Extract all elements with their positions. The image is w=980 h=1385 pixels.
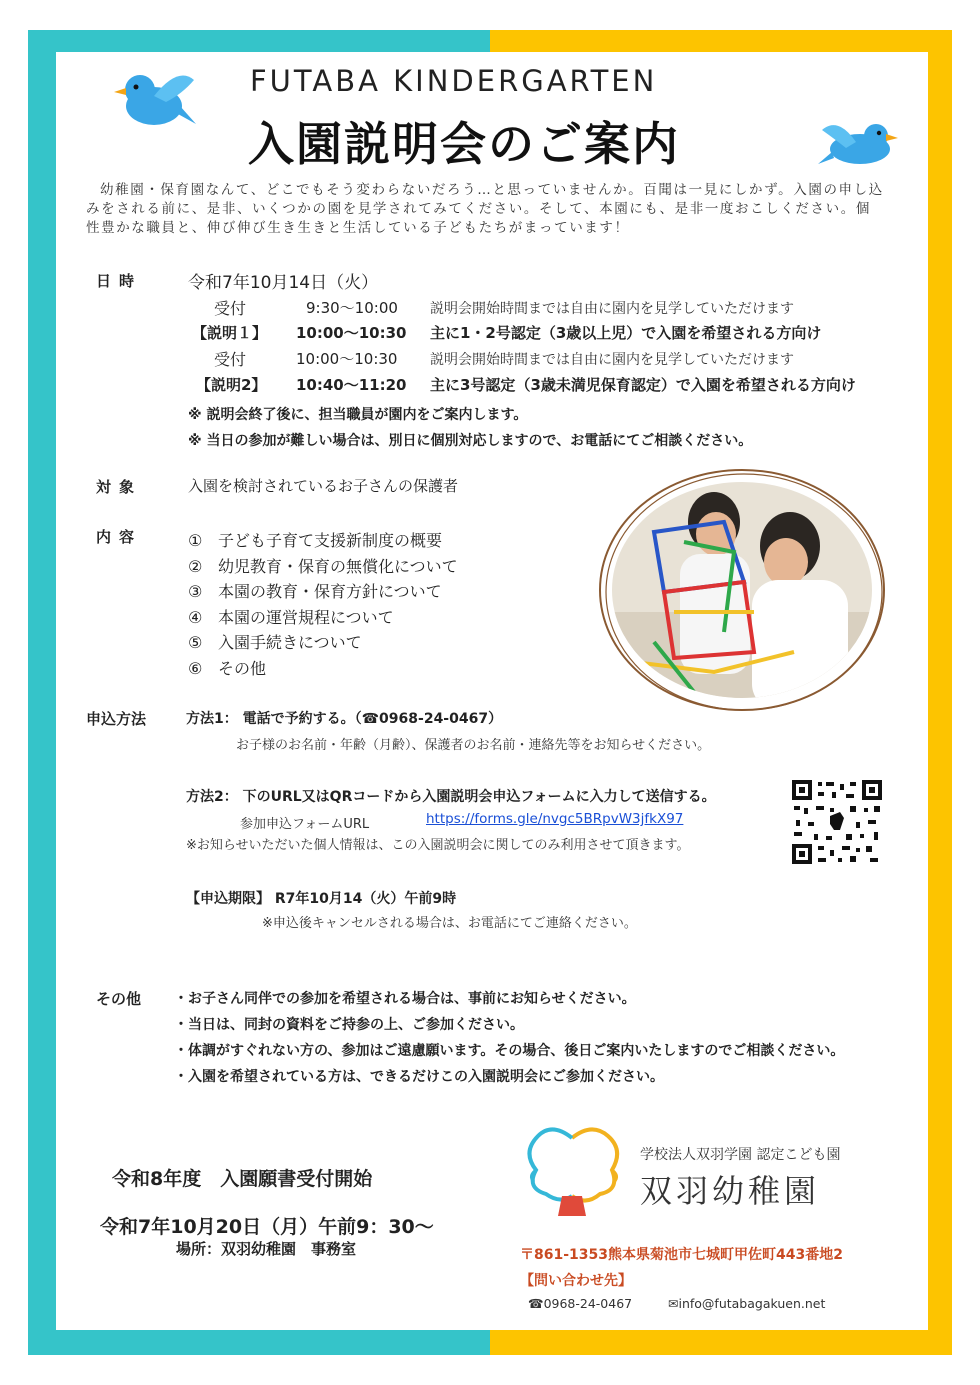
school-email[interactable]: ✉info@futabagakuen.net [668,1296,826,1311]
contents-item-number: ⑤ [188,633,203,652]
schedule-note-1: ※ 説明会終了後に、担当職員が園内をご案内します。 [188,407,528,423]
contents-item [188,528,458,554]
inquiry-label: 【問い合わせ先】 [520,1273,632,1289]
contents-item-text: その他 [218,658,267,678]
school-address: 〒861-1353熊本県菊池市七城町甲佐町443番地2 [520,1247,843,1263]
schedule-row-4-time: 10:40〜11:20 [296,376,407,394]
contents-list [188,528,458,681]
other-item-3: ・体調がすぐれない方の、参加はご遠慮願います。その場合、後日ご案内いたしますのでご相談ください。 [174,1043,845,1059]
apply-deadline: 【申込期限】 R7年10月14（火）午前9時 [186,891,457,907]
brand-title: FUTABA KINDERGARTEN [250,64,658,98]
school-phone: ☎0968-24-0467 [528,1296,633,1311]
contents-item-text: 幼児教育・保育の無償化について [218,556,458,576]
schedule-row-1-time: 9:30〜10:00 [306,299,398,317]
schedule-row-1-head: 受付 [214,299,247,318]
schedule-note-2: ※ 当日の参加が難しい場合は、別日に個別対応しますので、お電話にてご相談ください。 [188,433,753,449]
form-url-link[interactable]: https://forms.gle/nvgc5BRpvW3jfkX97 [426,811,684,827]
contents-item [188,605,458,631]
target-label: 対象 [96,478,143,496]
contents-item [188,630,458,656]
school-logo-icon [522,1124,626,1220]
intro-paragraph: 幼稚園・保育園なんて、どこでもそう変わらないだろう…と思っていませんか。百聞は一見にしかず。入園の申し込みをされる前に、是非、いくつかの園を見学されてみてください。そして、本園にも、是非一度おこしください。個性豊かな職員と、伸び伸び生き生きと生活している子どもたちがまっています！ [86,182,884,236]
contents-label: 内容 [96,528,143,546]
bird-icon-left [108,66,198,132]
contents-item-text: 子ども子育て支援新制度の概要 [218,531,443,550]
apply-method-1-note: お子様のお名前・年齢（月齢）、保護者のお名前・連絡先等をお知らせください。 [236,738,711,753]
application-start-heading: 令和8年度 入園願書受付開始 [112,1168,373,1190]
schedule-row-3-time: 10:00〜10:30 [296,350,398,368]
schedule-row-3-head: 受付 [214,350,247,369]
apply-label: 申込方法 [86,710,147,728]
bird-icon-right [816,118,906,168]
schedule-row-3-desc: 説明会開始時間までは自由に園内を見学していただけます [430,352,794,368]
qr-code[interactable] [790,778,884,866]
apply-method-2: 方法2： 下のURL又はQRコードから入園説明会申込フォームに入力して送信する。 [186,789,716,805]
school-org: 学校法人双羽学園 認定こども園 [640,1147,841,1163]
schedule-label: 日時 [96,272,143,290]
other-item-1: ・お子さん同伴での参加を希望される場合は、事前にお知らせください。 [174,991,636,1007]
schedule-row-4-desc: 主に3号認定（3歳未満児保育認定）で入園を希望される方向け [430,376,856,394]
schedule-row-1-desc: 説明会開始時間までは自由に園内を見学していただけます [430,301,794,317]
contents-item [188,579,458,605]
schedule-row-4-head: 【説明2】 [196,376,267,394]
contents-item [188,656,458,682]
schedule-row-2-desc: 主に1・2号認定（3歳以上児）で入園を希望される方向け [430,324,822,342]
contents-item-number: ② [188,556,203,576]
contents-item [188,554,458,580]
application-start-datetime: 令和7年10月20日（月）午前9：30〜 [100,1216,434,1238]
school-name: 双羽幼稚園 [640,1172,821,1210]
other-label: その他 [96,990,142,1008]
schedule-row-2-time: 10:00〜10:30 [296,324,407,342]
apply-method-1: 方法1： 電話で予約する。（☎0968-24-0467） [186,711,503,727]
contents-item-number: ① [188,531,203,550]
application-start-place: 場所：双羽幼稚園 事務室 [176,1240,357,1258]
contents-item-text: 本園の教育・保育方針について [218,582,442,601]
form-url-label: 参加申込フォームURL [240,817,370,832]
schedule-row-2-head: 【説明１】 [192,324,268,342]
children-photo [594,462,890,718]
other-item-2: ・当日は、同封の資料をご持参の上、ご参加ください。 [174,1017,524,1033]
target-text: 入園を検討されているお子さんの保護者 [188,477,459,495]
other-item-4: ・入園を希望されている方は、できるだけこの入園説明会にご参加ください。 [174,1069,664,1085]
contents-item-number: ⑥ [188,658,203,678]
page-title: 入園説明会のご案内 [248,117,680,171]
contents-item-number: ③ [188,582,203,601]
contents-item-text: 本園の運営規程について [218,607,394,627]
schedule-date: 令和7年10月14日（火） [188,273,379,293]
privacy-note: ※お知らせいただいた個人情報は、この入園説明会に関してのみ利用させて頂きます。 [186,838,690,853]
contents-item-number: ④ [188,607,203,627]
contents-item-text: 入園手続きについて [218,633,362,652]
apply-cancel-note: ※申込後キャンセルされる場合は、お電話にてご連絡ください。 [262,916,637,931]
